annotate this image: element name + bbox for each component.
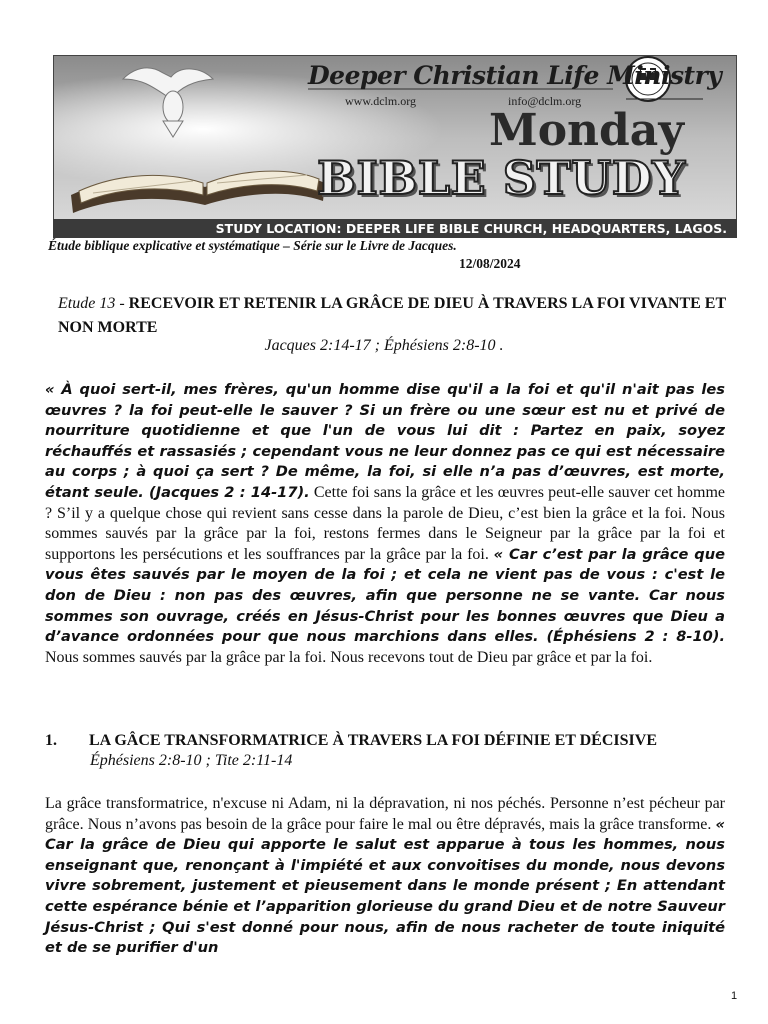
body-text: Cette foi sans la grâce et les œuvres peut-elle sauver cet homme ? S’il y a quelque chose qui revient sans cesse dans la parole de Dieu, c’est bien la grâce et la foi. Nous sommes sauvés par la grâce par la foi, restons fermes dans le Seigneur par la grâce par la foi et supportons les persécutions et les souffrances par la grâce par la foi. [45, 483, 726, 563]
study-location: STUDY LOCATION: DEEPER LIFE BIBLE CHURCH, HEADQUARTERS, LAGOS. [215, 221, 727, 236]
banner-title: BIBLE STUDY [317, 151, 686, 205]
scripture-quote: « À quoi sert-il, mes frères, qu'un homme dise qu'il a la foi et qu'il n'ait pas les œuvres ? la foi peut-elle le sauver ? Si un frère ou une sœur est nu et privé de nourriture quotidienne et que l'un de vous lui dit : Partez en paix, soyez réchauffés et rassasiés ; cependant vous ne leur donnez pas ce qui est nécessaire au corps ; à quoi ça sert ? De même, la foi, si elle n’a pas d’œuvres, est morte, étant seule. (Jacques 2 : 14-17). [45, 381, 725, 501]
scripture-quote: « Car la grâce de Dieu qui apporte le salut est apparue à tous les hommes, nous enseignant que, renonçant à l'impiété et aux convoitises du monde, nous devons vivre sobrement, justement et pieusement dans le monde présent ; En attendant cette espérance bénie et l’apparition glorieuse du grand Dieu et de notre Sauveur Jésus-Christ ; Qui s'est donné pour nous, afin de nous racheter de toute iniquité et de se purifier d'un [45, 815, 725, 957]
section-number: 1. [45, 732, 57, 749]
study-location-bar [53, 219, 737, 238]
series-subtitle: Étude biblique explicative et systématique – Série sur le Livre de Jacques. [48, 238, 457, 253]
website-link: www.dclm.org [345, 94, 416, 108]
body-text: La grâce transformatrice, n'excuse ni Adam, ni la dépravation, ni nos péchés. Personne n’est pécheur par grâce. Nous n’avons pas besoin de la grâce pour faire le mal ou être dépravés, mais la grâce transforme. [45, 795, 725, 833]
organization-name: Deeper Christian Life Ministry [308, 61, 722, 90]
banner-day: Monday [489, 105, 684, 156]
section-heading [45, 732, 657, 750]
email-address: info@dclm.org [508, 94, 582, 108]
section-references: Éphésiens 2:8-10 ; Tite 2:11-14 [90, 752, 293, 769]
section-title: LA GÂCE TRANSFORMATRICE À TRAVERS LA FOI DÉFINIE ET DÉCISIVE [89, 732, 657, 749]
scripture-quote: « Car c’est par la grâce que vous êtes sauvés par le moyen de la foi ; et cela ne vient pas de vous : c'est le don de Dieu : non pas des œuvres, afin que personne ne se vante. Car nous sommes son ouvrage, créés en Jésus-Christ pour les bonnes œuvres que Dieu a d’avance ordonnées pour que nous marchions dans elles. (Éphésiens 2 : 8-10). [45, 545, 725, 646]
section-paragraph [45, 794, 725, 959]
body-text: Nous sommes sauvés par la grâce par la foi. Nous recevons tout de Dieu par grâce et par la foi. [45, 648, 653, 666]
page-number: 1 [731, 990, 738, 1002]
lesson-label: Etude 13 - [58, 295, 129, 312]
study-date: 12/08/2024 [459, 256, 521, 271]
lesson-heading [58, 292, 738, 340]
lesson-references: Jacques 2:14-17 ; Éphésiens 2:8-10 . [264, 337, 504, 354]
lesson-title: RECEVOIR ET RETENIR LA GRÂCE DE DIEU À TRAVERS LA FOI VIVANTE ET NON MORTE [58, 295, 726, 336]
header-banner [53, 55, 737, 238]
intro-paragraph [45, 380, 725, 668]
